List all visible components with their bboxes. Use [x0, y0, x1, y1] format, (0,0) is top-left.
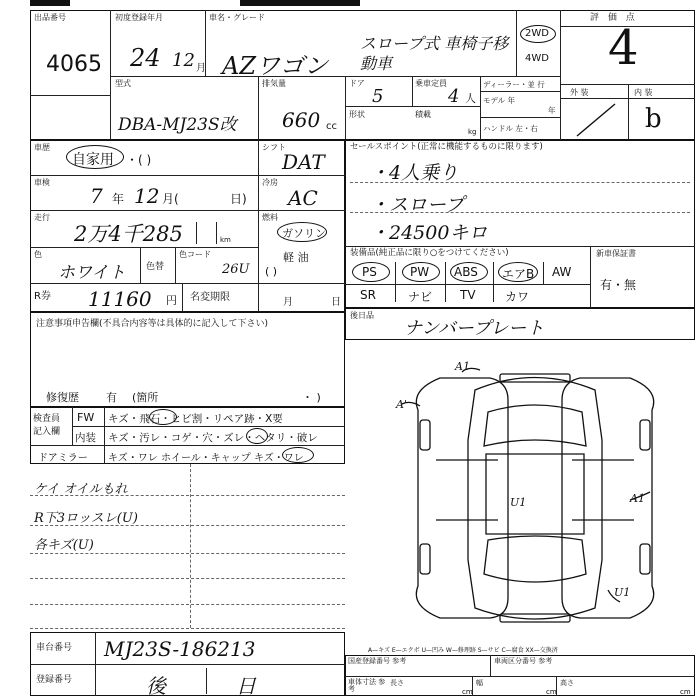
- doors-label: ドア: [349, 79, 365, 88]
- equipment-label: 装備品(純正品に限り○をつけてください): [350, 248, 509, 258]
- color-value: ホワイト: [58, 263, 126, 283]
- eq-ps: PS: [362, 265, 377, 279]
- seats-unit: 人: [465, 92, 476, 105]
- eq-aw: AW: [552, 265, 572, 279]
- score-label: 評 価 点: [590, 13, 638, 23]
- color-code-label: 色コード: [179, 250, 211, 259]
- grade-text: スロープ式 車椅子移動車: [360, 34, 509, 73]
- width-label: 幅: [476, 679, 483, 687]
- inspector-label-2: 記入欄: [33, 427, 61, 437]
- seats-label: 乗車定員: [415, 79, 447, 88]
- handle-label: ハンドル 左・右: [483, 124, 538, 133]
- eq-tv: TV: [460, 288, 476, 302]
- color-code-value: 26U: [222, 262, 250, 277]
- sales-point-1: ・4人乗り: [370, 162, 459, 184]
- diagram-mark-a1-front: A1: [455, 360, 470, 373]
- color-label: 色: [34, 250, 42, 259]
- dealer-label: ディーラー・並 行: [483, 80, 545, 89]
- dimensions-label: 車体寸法 参考: [348, 678, 386, 693]
- chassis-label: 車台番号: [36, 643, 73, 653]
- inspection-day-unit: 日): [230, 192, 247, 206]
- name-change-day: 日: [331, 297, 341, 308]
- name-change-month: 月: [283, 297, 293, 308]
- yen-unit: 円: [166, 294, 177, 307]
- inspection-label: 車検: [34, 178, 50, 187]
- shift-value: DAT: [282, 150, 325, 174]
- width-cm: cm: [546, 688, 557, 696]
- warranty-value: 有・無: [600, 278, 637, 292]
- cc-unit: cc: [326, 121, 337, 132]
- reg-value-1: 後: [146, 674, 166, 698]
- eq-pw: PW: [410, 265, 430, 279]
- year-unit: 年: [548, 106, 556, 115]
- kg-unit: kg: [468, 128, 477, 136]
- ac-label: 冷房: [262, 178, 278, 187]
- sales-point-2: ・スロープ: [370, 194, 465, 216]
- repair-close: ・ ): [302, 391, 321, 404]
- chassis-value: MJ23S-186213: [104, 637, 256, 661]
- drive-4wd: 4WD: [525, 53, 549, 64]
- usage-suffix: ・( ): [126, 153, 152, 167]
- vehicle-class-label: 車両区分番号 参考: [494, 657, 553, 665]
- inspection-month: 12: [134, 184, 160, 208]
- sales-point-3: ・24500キロ: [370, 222, 488, 244]
- inspection-year: 7: [90, 184, 103, 208]
- diagram-mark-a-left: A': [396, 398, 407, 411]
- inspector-mirror-items: キズ・ワレ ホイール・キャップ キズ・ワレ: [108, 453, 304, 464]
- first-reg-label: 初度登録年月: [115, 13, 163, 22]
- inspector-fw: FW: [77, 411, 95, 424]
- first-reg-year: 24: [130, 44, 161, 72]
- eq-leather: カワ: [505, 290, 530, 304]
- first-reg-month-unit: 月: [196, 63, 206, 74]
- interior-score: b: [645, 104, 662, 134]
- inspector-stone-circle: [149, 409, 177, 425]
- repair-has: 有: [106, 391, 117, 404]
- remark-3: 各キズ(U): [34, 538, 94, 553]
- interior-label: 内 装: [634, 88, 653, 97]
- aftermarket-label: 後日品: [350, 311, 374, 320]
- remark-1: ケイ オイルもれ: [34, 482, 128, 497]
- inspection-month-unit: 月(: [162, 192, 179, 206]
- exterior-score-slash: [565, 100, 625, 138]
- length-label: 長さ: [390, 679, 404, 687]
- inspector-mirror: ドアミラー: [38, 453, 88, 464]
- inspector-wheel-circle: [282, 447, 314, 463]
- inspector-interior: 内装: [75, 432, 96, 444]
- recycle-label: R券: [34, 291, 51, 302]
- remark-2: R下3ロッスレ(U): [34, 511, 138, 526]
- drive-2wd: 2WD: [525, 28, 549, 39]
- inspector-shift-circle: [246, 428, 268, 444]
- displacement-label: 排気量: [262, 79, 286, 88]
- type-label: 型式: [115, 79, 131, 88]
- ac-value: AC: [288, 186, 318, 210]
- km-unit: km: [220, 236, 231, 244]
- score-value: 4: [608, 20, 639, 76]
- inspector-label-1: 検査員: [33, 414, 61, 424]
- domestic-reg-label: 国産登録番号 参考: [348, 657, 407, 665]
- shape-label: 形状: [349, 110, 365, 119]
- color-change-label: 色替: [146, 262, 165, 272]
- load-label: 積載: [415, 110, 431, 119]
- exterior-label: 外 装: [570, 88, 589, 97]
- shift-label: シフト: [262, 143, 286, 152]
- lot-number: 4065: [46, 52, 102, 77]
- inspector-fw-items: キズ・飛石・ヒビ割・リペア跡・X要: [108, 413, 283, 425]
- reg-label: 登録番号: [36, 675, 73, 685]
- usage-value: 自家用: [72, 152, 114, 168]
- eq-abs: ABS: [454, 265, 478, 279]
- model-name: AZワゴン: [222, 52, 329, 80]
- eq-airbag: エアB: [502, 267, 535, 281]
- mileage-value: 2万4千285: [74, 222, 183, 246]
- auction-sheet: 出品番号 4065 初度登録年月 24 12 月 車名・グレード AZワゴン スロープ式 車椅子移動車 2WD 4WD 評 価 点 4 外 装 内 装 b 型式 DBA-MJ23S改 排気量 660 cc ドア 5 乗車定員 4 人 形状 積載 kg ディーラー・並 行 モデル 年 年 ハンドル 左・右 車歴 自家用 ・( ) シフト DAT 車検 7 年 12 月( 日) 冷房 AC 走行 2万4千285 km 燃料 ガソリン 軽 油 ( ) 色 ホワイト 色替 色コード 26U R券 11160 円 名変期限 月 日 セールスポイント(正常に機能するものに限ります) ・4人乗り ・スロープ ・24500キロ 装備品(純正品に限り○をつけてください) 新車保証書 有・無 PS PW ABS エアB AW SR ナビ TV カワ 後日品 ナンバープレート 注意事項申告欄(不具合内容等は具体的に記入して下さい) 修復歴 有 (箇所 ・ ) 検査員 記入欄 FW キズ・飛石・ヒビ割・リペア跡・X要 内装 キズ・汚レ・コゲ・穴・ズレ・ヘタリ・破レ ドアミラー キズ・ワレ ホイール・キャップ キズ・ワレ ケイ オイルもれ R下3ロッスレ(U) 各キズ(U) A1 A' U1 A1 U1 車台番号 MJ23S-186213 登録番号 後 日 A—キズ E—エクボ U—凹み W—修理跡 S—サビ C—腐食 XX—交換済 国産登録番号 参考 車両区分番号 参考 車体寸法 参考 長さ cm 幅 cm 高さ cm: [0, 0, 700, 700]
- recycle-value: 11160: [88, 287, 152, 311]
- sales-points-label: セールスポイント(正常に機能するものに限ります): [350, 142, 543, 152]
- first-reg-month: 12: [172, 50, 195, 71]
- repair-history-label: 修復歴: [46, 391, 79, 404]
- model-label: 車名・グレード: [209, 13, 265, 22]
- name-change-label: 名変期限: [190, 292, 230, 303]
- notes-label: 注意事項申告欄(不具合内容等は具体的に記入して下さい): [36, 319, 269, 329]
- doors-value: 5: [372, 86, 384, 107]
- aftermarket-value: ナンバープレート: [404, 318, 545, 339]
- height-cm: cm: [680, 688, 691, 696]
- diagram-mark-u1-center: U1: [510, 496, 527, 509]
- mileage-label: 走行: [34, 213, 50, 222]
- usage-label: 車歴: [34, 143, 50, 152]
- fuel-value: ガソリン: [282, 227, 326, 240]
- displacement-value: 660: [282, 108, 321, 132]
- seats-value: 4: [448, 86, 460, 107]
- height-label: 高さ: [560, 679, 574, 687]
- warranty-label: 新車保証書: [596, 249, 636, 258]
- eq-navi: ナビ: [408, 290, 433, 304]
- fuel-light: 軽 油: [283, 251, 309, 264]
- inspector-interior-items: キズ・汚レ・コゲ・穴・ズレ・ヘタリ・破レ: [108, 432, 318, 444]
- lot-label: 出品番号: [34, 13, 66, 22]
- eq-sr: SR: [360, 288, 376, 302]
- inspection-year-unit: 年: [112, 192, 125, 206]
- repair-place: (箇所: [132, 391, 159, 404]
- fuel-label: 燃料: [262, 213, 278, 222]
- type-value: DBA-MJ23S改: [118, 115, 237, 135]
- top-header-bar: [0, 0, 700, 6]
- damage-legend: A—キズ E—エクボ U—凹み W—修理跡 S—サビ C—腐食 XX—交換済: [368, 647, 558, 654]
- model-year-label: モデル 年: [483, 96, 516, 105]
- diagram-mark-a1-right: A1: [630, 492, 645, 505]
- length-cm: cm: [462, 688, 473, 696]
- diagram-mark-u1-rear: U1: [614, 586, 631, 599]
- reg-value-2: 日: [236, 674, 256, 698]
